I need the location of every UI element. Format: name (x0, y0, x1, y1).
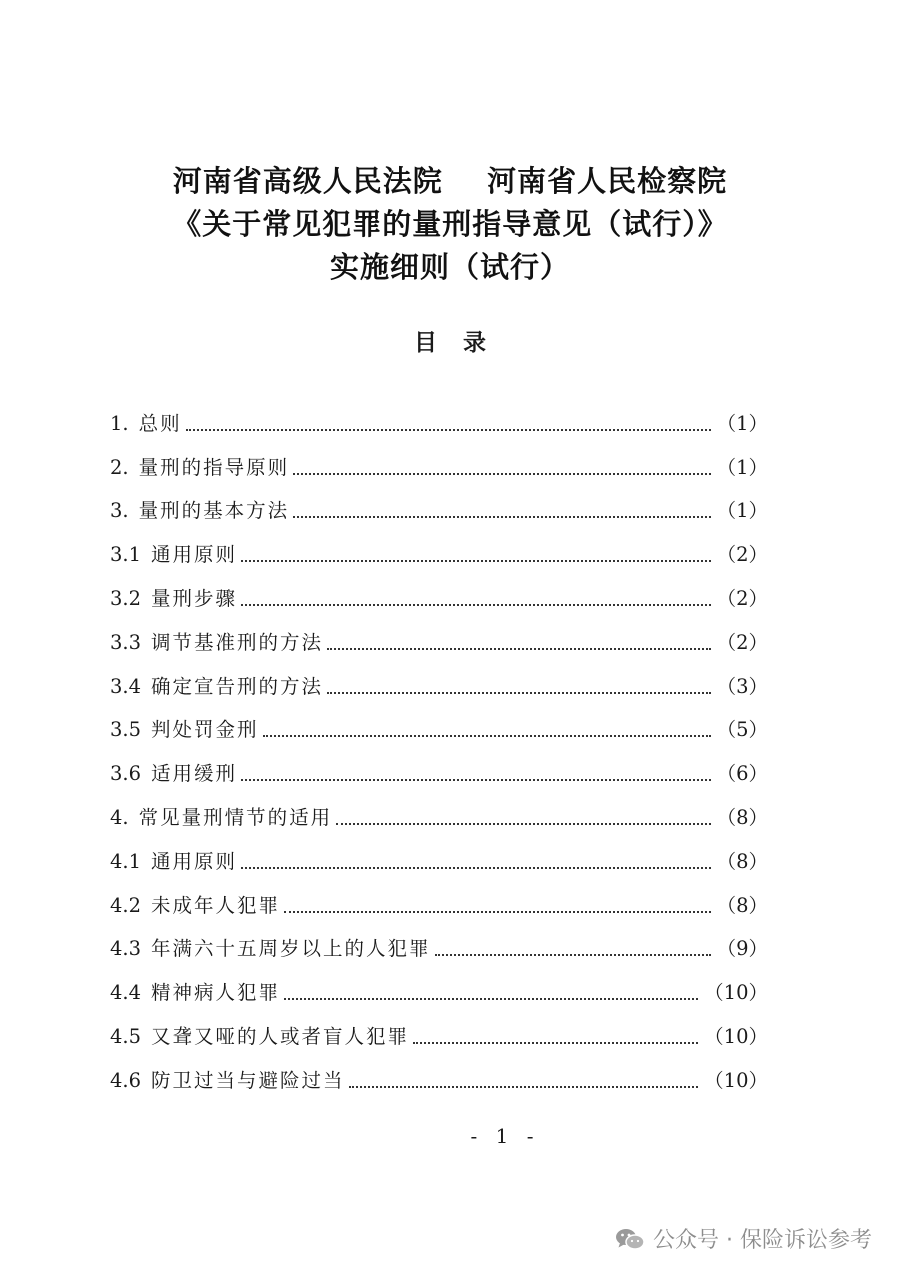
toc-entry-number: 3.5 (110, 718, 142, 742)
toc-leader-dots (327, 648, 711, 650)
page-number: - 1 - (470, 1124, 540, 1148)
toc-entry-page: （10） (704, 1024, 768, 1048)
toc-entry-page: （2） (716, 586, 768, 610)
toc-entry-page: （10） (704, 981, 768, 1005)
toc-entry-number: 3. (110, 499, 129, 523)
toc-entry (110, 438, 768, 482)
toc-entry (110, 832, 768, 876)
toc-entry-number: 4.4 (110, 981, 142, 1005)
toc-entry-number: 1. (110, 411, 129, 435)
toc-leader-dots (263, 735, 711, 737)
toc-entry-label: 调节基准刑的方法 (151, 630, 324, 654)
toc-leader-dots (349, 1086, 699, 1088)
toc-entry-label: 通用原则 (151, 543, 238, 567)
toc-entry-page: （9） (716, 937, 768, 961)
title-line-2: 《关于常见犯罪的量刑指导意见（试行）》 (172, 207, 728, 241)
toc-entry-label: 精神病人犯罪 (151, 981, 281, 1005)
toc-leader-dots (241, 604, 711, 606)
wechat-icon (615, 1227, 645, 1251)
toc-entry-label: 常见量刑情节的适用 (138, 805, 333, 829)
toc-entry-number: 3.1 (110, 543, 142, 567)
toc-entry (110, 1051, 768, 1095)
toc-entry (110, 701, 768, 745)
toc-leader-dots (186, 429, 711, 431)
toc-entry-label: 通用原则 (151, 849, 238, 873)
toc-entry-page: （2） (716, 630, 768, 654)
toc-entry-number: 3.6 (110, 762, 142, 786)
toc-entry (110, 876, 768, 920)
toc-entry-number: 4.6 (110, 1068, 142, 1092)
table-of-contents (110, 394, 768, 1095)
toc-entry-label: 量刑步骤 (151, 586, 238, 610)
toc-entry (110, 569, 768, 613)
toc-entry-number: 4. (110, 805, 129, 829)
toc-entry-page: （2） (716, 543, 768, 567)
toc-heading (0, 326, 900, 360)
toc-entry-page: （8） (716, 849, 768, 873)
toc-entry-page: （8） (716, 805, 768, 829)
toc-entry (110, 1007, 768, 1051)
toc-entry-page: （1） (716, 411, 768, 435)
toc-leader-dots (241, 560, 711, 562)
toc-entry-label: 量刑的基本方法 (138, 499, 290, 523)
toc-entry (110, 920, 768, 964)
toc-entry-page: （1） (716, 499, 768, 523)
toc-entry (110, 744, 768, 788)
toc-entry-label: 防卫过当与避险过当 (151, 1068, 345, 1092)
toc-leader-dots (327, 692, 711, 694)
toc-entry-number: 4.2 (110, 893, 142, 917)
toc-leader-dots (413, 1042, 698, 1044)
toc-entry-page: （1） (716, 455, 768, 479)
toc-entry-label: 确定宣告刑的方法 (151, 674, 324, 698)
toc-leader-dots (284, 998, 698, 1000)
title-line-1: 河南省高级人民法院 河南省人民检察院 (172, 164, 728, 198)
watermark-text: 公众号 · 保险诉讼参考 (653, 1228, 872, 1253)
toc-leader-dots (241, 779, 711, 781)
toc-entry (110, 613, 768, 657)
toc-entry (110, 963, 768, 1007)
toc-entry-label: 量刑的指导原则 (138, 455, 290, 479)
toc-entry-label: 又聋又哑的人或者盲人犯罪 (151, 1024, 410, 1048)
watermark (615, 1223, 872, 1254)
document-title (0, 160, 900, 289)
toc-entry-label: 未成年人犯罪 (151, 893, 281, 917)
toc-entry-label: 总则 (138, 411, 182, 435)
toc-entry-page: （6） (716, 762, 768, 786)
toc-leader-dots (293, 516, 710, 518)
title-line-3: 实施细则（试行） (329, 250, 570, 284)
toc-entry-page: （5） (716, 718, 768, 742)
toc-entry (110, 657, 768, 701)
toc-entry-label: 年满六十五周岁以上的人犯罪 (151, 937, 431, 961)
toc-leader-dots (241, 867, 711, 869)
toc-entry (110, 394, 768, 438)
toc-entry (110, 525, 768, 569)
toc-entry-page: （10） (704, 1068, 768, 1092)
toc-entry (110, 482, 768, 526)
toc-entry-number: 4.5 (110, 1024, 142, 1048)
toc-entry-page: （8） (716, 893, 768, 917)
toc-entry-page: （3） (716, 674, 768, 698)
toc-leader-dots (293, 473, 710, 475)
toc-leader-dots (435, 954, 711, 956)
toc-heading-char-2: 录 (463, 330, 486, 356)
toc-entry-number: 4.1 (110, 849, 142, 873)
toc-leader-dots (336, 823, 710, 825)
toc-entry-label: 适用缓刑 (151, 762, 238, 786)
toc-entry-number: 3.2 (110, 586, 142, 610)
toc-entry (110, 788, 768, 832)
toc-leader-dots (284, 911, 711, 913)
toc-entry-number: 3.3 (110, 630, 142, 654)
toc-heading-char-1: 目 (414, 330, 437, 356)
toc-entry-number: 3.4 (110, 674, 142, 698)
toc-entry-label: 判处罚金刑 (151, 718, 259, 742)
toc-entry-number: 4.3 (110, 937, 142, 961)
toc-entry-number: 2. (110, 455, 129, 479)
